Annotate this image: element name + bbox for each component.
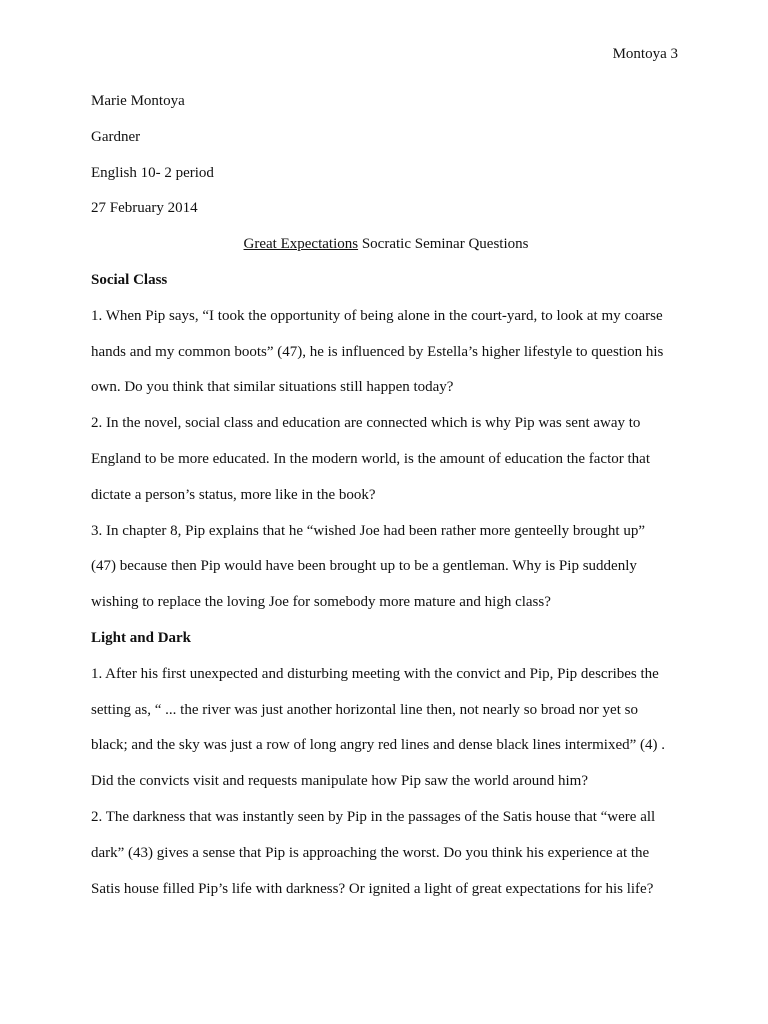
paragraph-line: black; and the sky was just a row of long angry red lines and dense black lines intermixed” (4) . xyxy=(91,737,666,754)
paragraph-line: setting as, “ ... the river was just another horizontal line then, not nearly so broad nor yet so xyxy=(91,701,638,718)
paragraph-line: England to be more educated. In the modern world, is the amount of education the factor that xyxy=(91,450,650,467)
section-heading: Social Class xyxy=(91,271,168,288)
paragraph-line: 3. In chapter 8, Pip explains that he “wished Joe had been rather more genteelly brought up” xyxy=(91,522,645,539)
paragraph-line: 2. The darkness that was instantly seen by Pip in the passages of the Satis house that “were all xyxy=(91,808,656,825)
paragraph-line: dark” (43) gives a sense that Pip is approaching the worst. Do you think his experience at the xyxy=(91,844,650,861)
paragraph-line: hands and my common boots” (47), he is influenced by Estella’s higher lifestyle to question his xyxy=(91,343,664,360)
paragraph-line: (47) because then Pip would have been brought up to be a gentleman. Why is Pip suddenly xyxy=(91,558,637,575)
paragraph-line: Satis house filled Pip’s life with darkness? Or ignited a light of great expectations for his life? xyxy=(91,880,654,897)
book-title: Great Expectations xyxy=(243,236,359,253)
paragraph-line: 1. After his first unexpected and disturbing meeting with the convict and Pip, Pip describes the xyxy=(91,665,659,682)
running-head: Montoya 3 xyxy=(612,46,678,62)
document-body xyxy=(91,91,681,914)
paragraph-line: dictate a person’s status, more like in the book? xyxy=(91,486,376,503)
document-title xyxy=(91,234,681,270)
document-date: 27 February 2014 xyxy=(91,200,198,217)
paragraph-line: own. Do you think that similar situations still happen today? xyxy=(91,379,454,396)
course-name: English 10- 2 period xyxy=(91,164,214,181)
teacher-name: Gardner xyxy=(91,128,141,145)
paragraph-line: wishing to replace the loving Joe for somebody more mature and high class? xyxy=(91,594,551,611)
paragraph-line: 1. When Pip says, “I took the opportunity of being alone in the court-yard, to look at my coarse xyxy=(91,307,663,324)
paragraph-line: Did the convicts visit and requests manipulate how Pip saw the world around him? xyxy=(91,773,588,790)
title-rest: Socratic Seminar Questions xyxy=(358,236,529,253)
paragraph-line: 2. In the novel, social class and education are connected which is why Pip was sent away to xyxy=(91,415,641,432)
student-name: Marie Montoya xyxy=(91,93,185,109)
section-heading: Light and Dark xyxy=(91,629,192,646)
